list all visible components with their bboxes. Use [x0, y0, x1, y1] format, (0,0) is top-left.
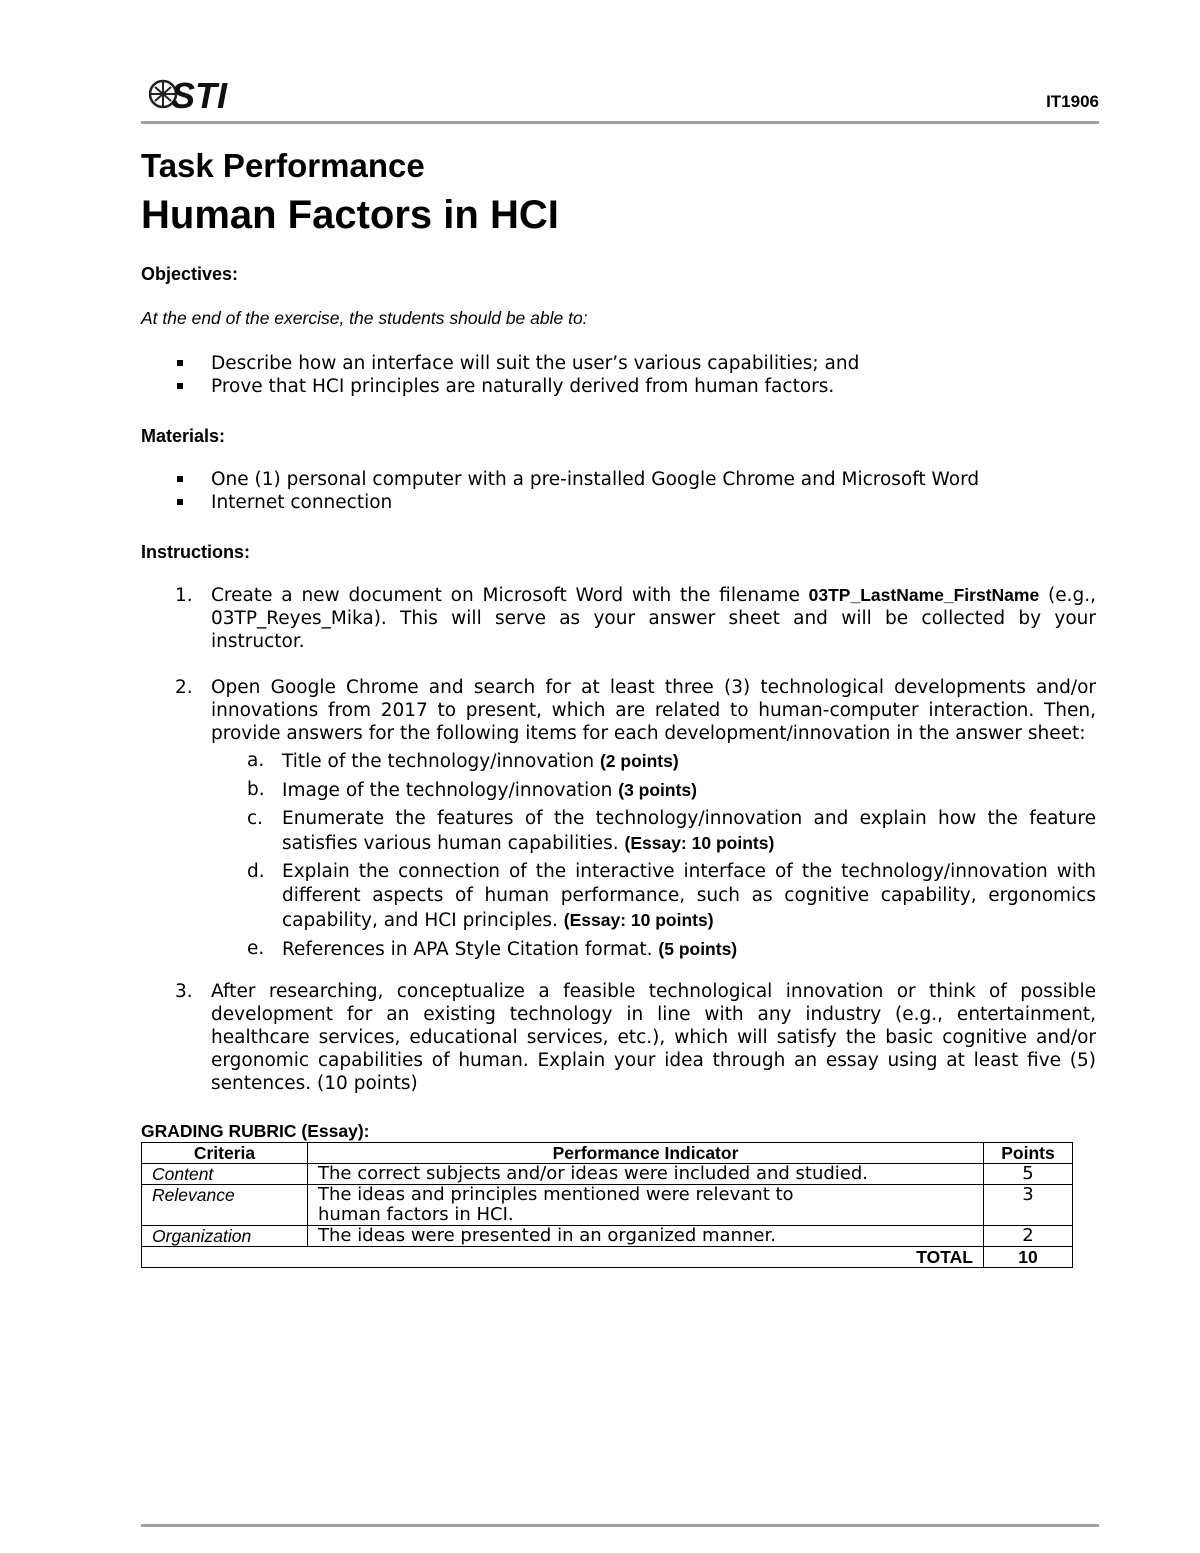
- header-divider: [141, 121, 1099, 124]
- instructions-list: [141, 584, 1096, 1095]
- instruction-step-2: 2. Open Google Chrome and search for at least three (3) technological developments and/or innovations from 2017 to present, which are related to human-computer interaction. Then, provide answers for the following items for each development/innovation in the answer sheet: a. Title of the technology/innovation (2 points) b. Image of the technology/innovation (3 points) c. Enumerate the features of the technology/innovation and explain how the feature satisfies various human capabilities. (Essay: 10 points) d. Explain the connection of the interactive interface of the technology/innovation with different aspects of human performance, such as cognitive capability, ergonomics capability, and HCI principles. (Essay: 10 points) e. References in APA Style Citation format. (5 points): [141, 676, 1096, 962]
- list-item: d. Explain the connection of the interactive interface of the technology/innovation with different aspects of human performance, such as cognitive capability, ergonomics capability, and HCI principles. (Essay: 10 points): [247, 861, 1096, 931]
- table-total-row: TOTAL 10: [142, 1247, 1073, 1268]
- objectives-intro: At the end of the exercise, the students should be able to:: [141, 308, 588, 328]
- bullet-icon: [177, 476, 183, 482]
- bullet-icon: [177, 383, 183, 389]
- list-item: a. Title of the technology/innovation (2 points): [247, 750, 679, 772]
- list-item: Prove that HCI principles are naturally derived from human factors.: [141, 375, 1096, 398]
- column-header-criteria: Criteria: [142, 1143, 308, 1164]
- document-body: [141, 140, 1096, 1268]
- instructions-heading: Instructions:: [141, 542, 251, 562]
- bullet-icon: [177, 499, 183, 505]
- document-subtitle: Task Performance: [141, 147, 425, 184]
- column-header-points: Points: [984, 1143, 1073, 1164]
- document-title: Human Factors in HCI: [141, 193, 559, 237]
- list-item: Describe how an interface will suit the user’s various capabilities; and: [141, 352, 1096, 375]
- step-2-subitems: [211, 749, 1096, 962]
- list-item: c. Enumerate the features of the technology/innovation and explain how the feature satisfies various human capabilities. (Essay: 10 points): [247, 808, 1096, 854]
- bullet-icon: [177, 360, 183, 366]
- instruction-step-1: 1. Create a new document on Microsoft Word with the filename 03TP_LastName_FirstName (e.g., 03TP_Reyes_Mika). This will serve as your answer sheet and will be collected by your instructor.: [175, 585, 1096, 652]
- page-header: [141, 66, 1099, 126]
- objectives-heading: Objectives:: [141, 264, 239, 284]
- table-row: Content The correct subjects and/or ideas were included and studied. 5: [142, 1164, 1073, 1185]
- table-row: Organization The ideas were presented in an organized manner. 2: [142, 1226, 1073, 1247]
- column-header-indicator: Performance Indicator: [308, 1143, 984, 1164]
- footer-divider: [141, 1524, 1099, 1527]
- table-header-row: [142, 1143, 1073, 1164]
- materials-list: [141, 468, 1096, 514]
- sti-logo: [149, 74, 239, 114]
- svg-text:STI: STI: [171, 75, 228, 114]
- instruction-step-3: 3. After researching, conceptualize a feasible technological innovation or think of possible development for an existing technology in line with any industry (e.g., entertainment, healthcare services, educational services, etc.), which will satisfy the basic cognitive and/or ergonomic capabilities of human. Explain your idea through an essay using at least five (5) sentences. (10 points): [175, 981, 1096, 1094]
- rubric-title: GRADING RUBRIC (Essay):: [141, 1121, 370, 1141]
- list-item: e. References in APA Style Citation format. (5 points): [247, 938, 738, 960]
- list-item: One (1) personal computer with a pre-installed Google Chrome and Microsoft Word: [141, 468, 1096, 491]
- document-code: IT1906: [1046, 92, 1099, 111]
- objectives-list: [141, 352, 1096, 398]
- list-item: Internet connection: [141, 491, 1096, 514]
- grading-rubric-table: [141, 1142, 1073, 1268]
- list-item: b. Image of the technology/innovation (3 points): [247, 779, 697, 801]
- filename-format: 03TP_LastName_FirstName: [808, 585, 1040, 605]
- table-row: Relevance The ideas and principles mentioned were relevant to human factors in HCI. 3: [142, 1185, 1073, 1226]
- materials-heading: Materials:: [141, 426, 226, 446]
